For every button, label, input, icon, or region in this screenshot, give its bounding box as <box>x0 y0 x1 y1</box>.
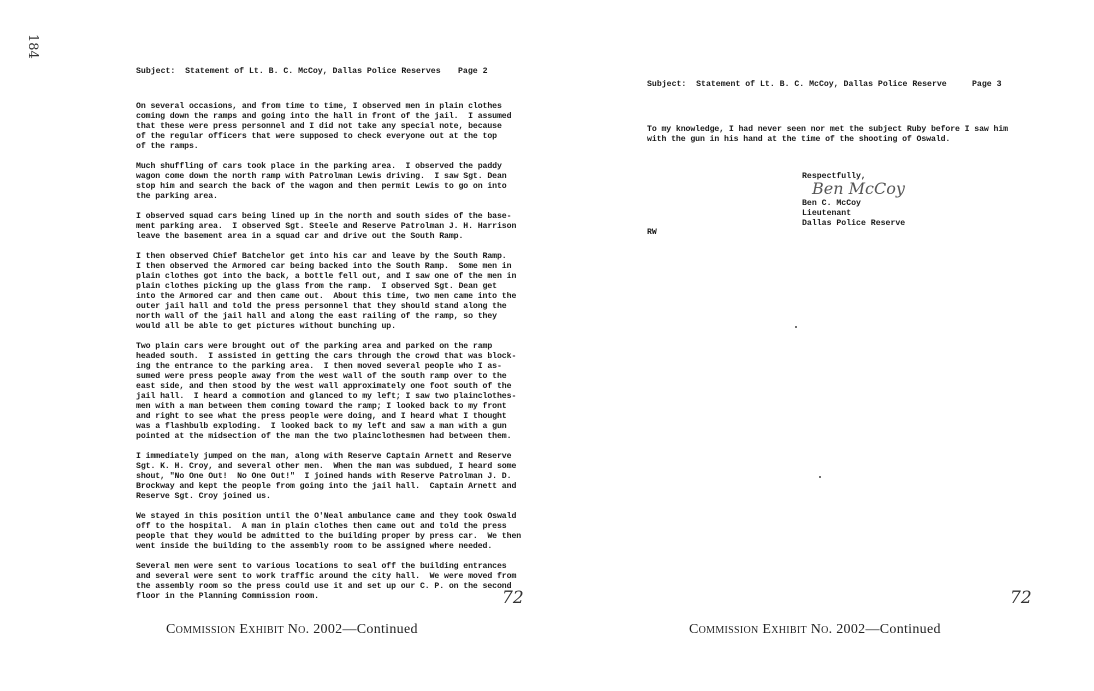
paragraph <box>136 562 521 602</box>
paragraph <box>136 252 521 332</box>
left-caption <box>166 622 418 638</box>
text-line: stop him and search the back of the wagon and then permit Lewis to go on into <box>136 182 507 191</box>
right-body-text <box>647 125 1008 155</box>
right-caption-number: 2002—Continued <box>836 622 941 637</box>
closing: Respectfully, <box>802 172 866 181</box>
speck <box>795 326 797 328</box>
paragraph <box>136 342 521 442</box>
signer-rank: Lieutenant <box>802 209 852 218</box>
text-line: wagon come down the north ramp with Patrolman Lewis driving. I saw Sgt. Dean <box>136 172 507 181</box>
text-line: I immediately jumped on the man, along with Reserve Captain Arnett and Reserve <box>136 452 512 461</box>
text-line: men with a man between them coming toward the ramp; I looked back to my front <box>136 402 507 411</box>
text-line: Sgt. K. H. Croy, and several other men. When the man was subdued, I heard some <box>136 462 517 471</box>
speck <box>819 476 821 478</box>
text-line: of the regular officers that were supposed to check everyone out at the top <box>136 132 497 141</box>
signer-name: Ben C. McCoy <box>802 199 861 208</box>
text-line: floor in the Planning Commission room. <box>136 592 319 601</box>
text-line: ment parking area. I observed Sgt. Steele and Reserve Patrolman J. H. Harrison <box>136 222 517 231</box>
text-line: with the gun in his hand at the time of the shooting of Oswald. <box>647 135 951 144</box>
text-line: Two plain cars were brought out of the parking area and parked on the ramp <box>136 342 493 351</box>
text-line: shout, "No One Out! No One Out!" I joined hands with Reserve Patrolman J. D. <box>136 472 512 481</box>
text-line: off to the hospital. A man in plain clothes then came out and told the press <box>136 522 507 531</box>
text-line: people that they would be admitted to the building proper by press car. We then <box>136 532 522 541</box>
text-line: plain clothes picking up the glass from the ramp. I observed Sgt. Dean get <box>136 282 497 291</box>
text-line: would all be able to get pictures without bunching up. <box>136 322 396 331</box>
text-line: Reserve Sgt. Croy joined us. <box>136 492 271 501</box>
right-handwritten-number: 72 <box>1010 588 1032 608</box>
text-line: On several occasions, and from time to time, I observed men in plain clothes <box>136 102 502 111</box>
signature: Ben McCoy <box>812 179 905 198</box>
left-caption-prefix: Commission Exhibit No. <box>166 622 310 637</box>
text-line: ing the entrance to the parking area. I then moved several people who I as- <box>136 362 502 371</box>
text-line: I then observed the Armored car being backed into the South Ramp. Some men in <box>136 262 512 271</box>
text-line: leave the basement area in a squad car and drive out the South Ramp. <box>136 232 464 241</box>
text-line: pointed at the midsection of the man the two plainclothesmen had between them. <box>136 432 512 441</box>
left-header-subject: Subject: Statement of Lt. B. C. McCoy, Dallas Police Reserves <box>136 67 441 76</box>
text-line: plain clothes got into the back, a bottle fell out, and I saw one of the men in <box>136 272 517 281</box>
paragraph <box>136 212 521 242</box>
text-line: east side, and then stood by the west wall approximately one foot south of the <box>136 382 512 391</box>
text-line: sumed were press people away from the west wall of the south ramp over to the <box>136 372 507 381</box>
text-line: Much shuffling of cars took place in the parking area. I observed the paddy <box>136 162 502 171</box>
text-line: that these were press personnel and I did not take any special note, because <box>136 122 502 131</box>
text-line: jail hall. I heard a commotion and glanced to my left; I saw two plainclothes- <box>136 392 517 401</box>
text-line: north wall of the jail hall and along the east railing of the ramp, so they <box>136 312 497 321</box>
text-line: the parking area. <box>136 192 218 201</box>
left-handwritten-number: 72 <box>502 588 524 608</box>
right-caption-prefix: Commission Exhibit No. <box>689 622 833 637</box>
paragraph <box>136 162 521 202</box>
text-line: We stayed in this position until the O'Neal ambulance came and they took Oswald <box>136 512 517 521</box>
text-line: headed south. I assisted in getting the cars through the crowd that was block- <box>136 352 517 361</box>
paragraph <box>647 125 1008 145</box>
typist-initials: RW <box>647 228 657 237</box>
right-caption <box>689 622 941 638</box>
signer-org: Dallas Police Reserve <box>802 219 906 228</box>
text-line: and right to see what the press people were doing, and I heard what I thought <box>136 412 507 421</box>
text-line: To my knowledge, I had never seen nor met the subject Ruby before I saw him <box>647 125 1008 134</box>
paragraph <box>136 512 521 552</box>
paragraph <box>136 102 521 152</box>
text-line: Several men were sent to various locations to seal off the building entrances <box>136 562 507 571</box>
right-header-page: Page 3 <box>972 80 1002 89</box>
text-line: of the ramps. <box>136 142 199 151</box>
text-line: went inside the building to the assembly room to be assigned where needed. <box>136 542 493 551</box>
right-header-subject: Subject: Statement of Lt. B. C. McCoy, Dallas Police Reserve <box>647 80 947 89</box>
text-line: Brockway and kept the people from going into the jail hall. Captain Arnett and <box>136 482 517 491</box>
book-page-number: 184 <box>25 34 40 59</box>
text-line: the assembly room so the press could use it and set up our C. P. on the second <box>136 582 512 591</box>
text-line: into the Armored car and then came out. About this time, two men came into the <box>136 292 517 301</box>
paragraph <box>136 452 521 502</box>
left-caption-number: 2002—Continued <box>313 622 418 637</box>
text-line: I then observed Chief Batchelor get into his car and leave by the South Ramp. <box>136 252 507 261</box>
text-line: coming down the ramps and going into the hall in front of the jail. I assumed <box>136 112 512 121</box>
text-line: I observed squad cars being lined up in the north and south sides of the base- <box>136 212 512 221</box>
text-line: and several were sent to work traffic around the city hall. We were moved from <box>136 572 517 581</box>
text-line: was a flashbulb exploding. I looked back to my left and saw a man with a gun <box>136 422 507 431</box>
left-header-page: Page 2 <box>458 67 488 76</box>
text-line: outer jail hall and told the press personnel that they should stand along the <box>136 302 507 311</box>
left-body-text <box>136 102 521 612</box>
